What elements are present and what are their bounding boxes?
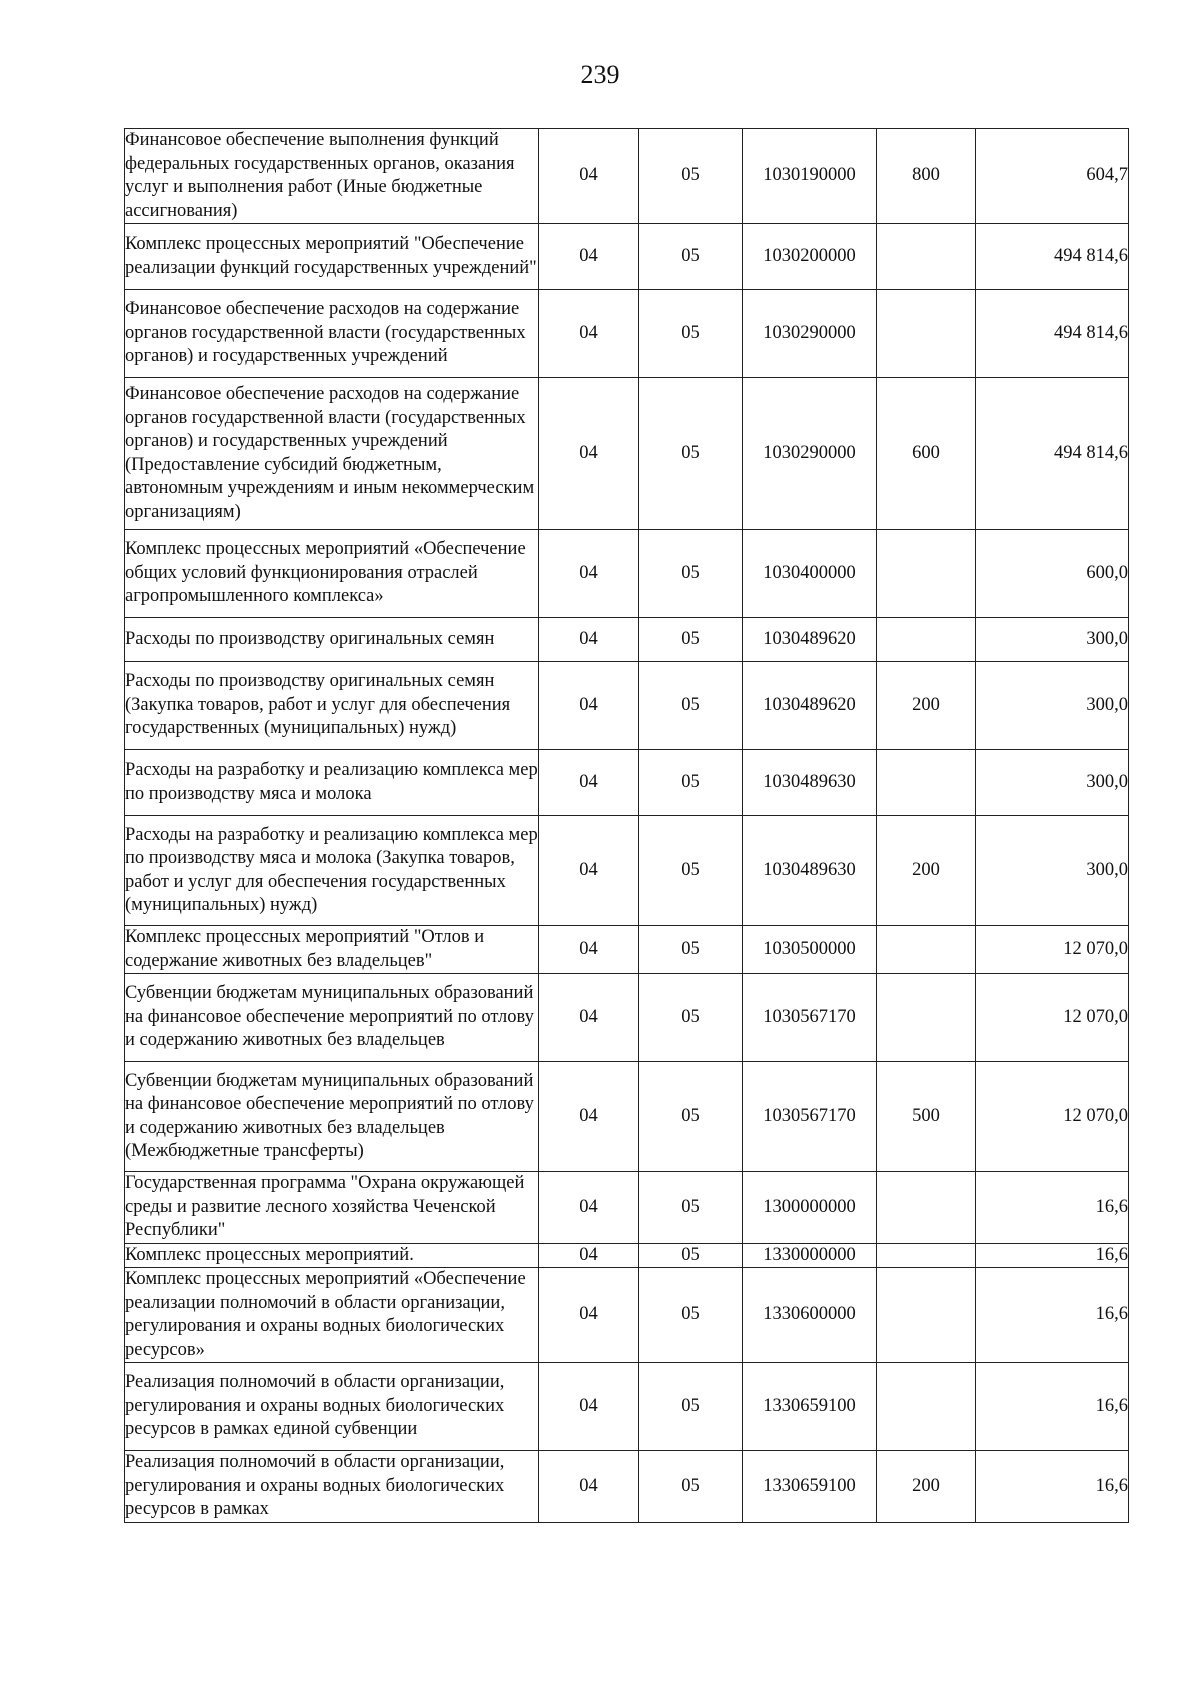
section-code-cell: 04 [539, 974, 639, 1062]
expense-type-cell [877, 530, 976, 618]
subsection-code-cell: 05 [639, 290, 743, 378]
expense-type-cell [877, 618, 976, 662]
subsection-code-cell: 05 [639, 1172, 743, 1244]
subsection-code-cell: 05 [639, 1268, 743, 1363]
table-row [125, 618, 1129, 662]
subsection-code-cell: 05 [639, 129, 743, 224]
subsection-code-cell: 05 [639, 1363, 743, 1451]
expense-type-cell [877, 1243, 976, 1268]
target-article-cell: 1030500000 [743, 926, 877, 974]
table-row [125, 129, 1129, 224]
target-article-cell: 1300000000 [743, 1172, 877, 1244]
amount-cell: 300,0 [976, 750, 1129, 816]
section-code-cell: 04 [539, 290, 639, 378]
expense-type-cell [877, 926, 976, 974]
target-article-cell: 1030489630 [743, 816, 877, 926]
section-code-cell: 04 [539, 1243, 639, 1268]
subsection-code-cell: 05 [639, 378, 743, 530]
section-code-cell: 04 [539, 224, 639, 290]
table-row [125, 1268, 1129, 1363]
amount-cell: 600,0 [976, 530, 1129, 618]
target-article-cell: 1030200000 [743, 224, 877, 290]
item-name-cell: Расходы по производству оригинальных семян (Закупка товаров, работ и услуг для обеспечения государственных (муниципальных) нужд) [125, 662, 539, 750]
section-code-cell: 04 [539, 1451, 639, 1523]
table-row [125, 1172, 1129, 1244]
amount-cell: 16,6 [976, 1363, 1129, 1451]
subsection-code-cell: 05 [639, 1451, 743, 1523]
item-name-cell: Расходы на разработку и реализацию комплекса мер по производству мяса и молока [125, 750, 539, 816]
section-code-cell: 04 [539, 1062, 639, 1172]
target-article-cell: 1030489630 [743, 750, 877, 816]
expense-type-cell [877, 224, 976, 290]
target-article-cell: 1030290000 [743, 378, 877, 530]
expense-type-cell [877, 1363, 976, 1451]
section-code-cell: 04 [539, 378, 639, 530]
target-article-cell: 1030567170 [743, 1062, 877, 1172]
item-name-cell: Расходы на разработку и реализацию комплекса мер по производству мяса и молока (Закупка товаров, работ и услуг для обеспечения государственных (муниципальных) нужд) [125, 816, 539, 926]
item-name-cell: Финансовое обеспечение расходов на содержание органов государственной власти (государственных органов) и государственных учреждений [125, 290, 539, 378]
amount-cell: 16,6 [976, 1451, 1129, 1523]
item-name-cell: Государственная программа "Охрана окружающей среды и развитие лесного хозяйства Чеченской Республики" [125, 1172, 539, 1244]
amount-cell: 494 814,6 [976, 378, 1129, 530]
table-body [125, 129, 1129, 1523]
amount-cell: 604,7 [976, 129, 1129, 224]
item-name-cell: Субвенции бюджетам муниципальных образований на финансовое обеспечение мероприятий по отлову и содержанию животных без владельцев (Межбюджетные трансферты) [125, 1062, 539, 1172]
subsection-code-cell: 05 [639, 816, 743, 926]
section-code-cell: 04 [539, 750, 639, 816]
expense-type-cell [877, 1172, 976, 1244]
subsection-code-cell: 05 [639, 224, 743, 290]
amount-cell: 16,6 [976, 1243, 1129, 1268]
expense-type-cell: 600 [877, 378, 976, 530]
table-row [125, 290, 1129, 378]
target-article-cell: 1330659100 [743, 1451, 877, 1523]
amount-cell: 494 814,6 [976, 290, 1129, 378]
section-code-cell: 04 [539, 926, 639, 974]
target-article-cell: 1330000000 [743, 1243, 877, 1268]
target-article-cell: 1030190000 [743, 129, 877, 224]
section-code-cell: 04 [539, 129, 639, 224]
section-code-cell: 04 [539, 1363, 639, 1451]
table-row [125, 816, 1129, 926]
budget-table [124, 128, 1129, 1523]
section-code-cell: 04 [539, 530, 639, 618]
table-row [125, 662, 1129, 750]
item-name-cell: Расходы по производству оригинальных семян [125, 618, 539, 662]
amount-cell: 12 070,0 [976, 974, 1129, 1062]
expense-type-cell [877, 1268, 976, 1363]
target-article-cell: 1030567170 [743, 974, 877, 1062]
expense-type-cell: 500 [877, 1062, 976, 1172]
section-code-cell: 04 [539, 618, 639, 662]
item-name-cell: Реализация полномочий в области организации, регулирования и охраны водных биологических ресурсов в рамках единой субвенции [125, 1363, 539, 1451]
item-name-cell: Субвенции бюджетам муниципальных образований на финансовое обеспечение мероприятий по отлову и содержанию животных без владельцев [125, 974, 539, 1062]
table-row [125, 926, 1129, 974]
target-article-cell: 1030400000 [743, 530, 877, 618]
table-row [125, 1062, 1129, 1172]
subsection-code-cell: 05 [639, 1243, 743, 1268]
expense-type-cell [877, 974, 976, 1062]
table-row [125, 1243, 1129, 1268]
amount-cell: 16,6 [976, 1268, 1129, 1363]
expense-type-cell [877, 750, 976, 816]
item-name-cell: Финансовое обеспечение расходов на содержание органов государственной власти (государственных органов) и государственных учреждений (Предоставление субсидий бюджетным, автономным учреждениям и иным некоммерческим организациям) [125, 378, 539, 530]
expense-type-cell: 800 [877, 129, 976, 224]
item-name-cell: Комплекс процессных мероприятий «Обеспечение общих условий функционирования отраслей агропромышленного комплекса» [125, 530, 539, 618]
expense-type-cell: 200 [877, 816, 976, 926]
section-code-cell: 04 [539, 816, 639, 926]
subsection-code-cell: 05 [639, 974, 743, 1062]
subsection-code-cell: 05 [639, 618, 743, 662]
amount-cell: 12 070,0 [976, 926, 1129, 974]
item-name-cell: Комплекс процессных мероприятий "Обеспечение реализации функций государственных учреждений" [125, 224, 539, 290]
item-name-cell: Комплекс процессных мероприятий. [125, 1243, 539, 1268]
item-name-cell: Финансовое обеспечение выполнения функций федеральных государственных органов, оказания услуг и выполнения работ (Иные бюджетные ассигнования) [125, 129, 539, 224]
amount-cell: 16,6 [976, 1172, 1129, 1244]
subsection-code-cell: 05 [639, 530, 743, 618]
amount-cell: 300,0 [976, 662, 1129, 750]
subsection-code-cell: 05 [639, 662, 743, 750]
table-row [125, 1451, 1129, 1523]
table-row [125, 224, 1129, 290]
expense-type-cell [877, 290, 976, 378]
amount-cell: 12 070,0 [976, 1062, 1129, 1172]
section-code-cell: 04 [539, 1268, 639, 1363]
target-article-cell: 1330600000 [743, 1268, 877, 1363]
item-name-cell: Комплекс процессных мероприятий «Обеспечение реализации полномочий в области организации, регулирования и охраны водных биологических ресурсов» [125, 1268, 539, 1363]
amount-cell: 300,0 [976, 618, 1129, 662]
expense-type-cell: 200 [877, 1451, 976, 1523]
table-row [125, 974, 1129, 1062]
table-row [125, 750, 1129, 816]
table-row [125, 530, 1129, 618]
expense-type-cell: 200 [877, 662, 976, 750]
item-name-cell: Комплекс процессных мероприятий "Отлов и содержание животных без владельцев" [125, 926, 539, 974]
subsection-code-cell: 05 [639, 750, 743, 816]
subsection-code-cell: 05 [639, 926, 743, 974]
page-number: 239 [580, 60, 620, 89]
target-article-cell: 1030489620 [743, 662, 877, 750]
item-name-cell: Реализация полномочий в области организации, регулирования и охраны водных биологических ресурсов в рамках [125, 1451, 539, 1523]
target-article-cell: 1330659100 [743, 1363, 877, 1451]
amount-cell: 300,0 [976, 816, 1129, 926]
table-row [125, 1363, 1129, 1451]
section-code-cell: 04 [539, 1172, 639, 1244]
table-row [125, 378, 1129, 530]
amount-cell: 494 814,6 [976, 224, 1129, 290]
target-article-cell: 1030489620 [743, 618, 877, 662]
section-code-cell: 04 [539, 662, 639, 750]
target-article-cell: 1030290000 [743, 290, 877, 378]
subsection-code-cell: 05 [639, 1062, 743, 1172]
